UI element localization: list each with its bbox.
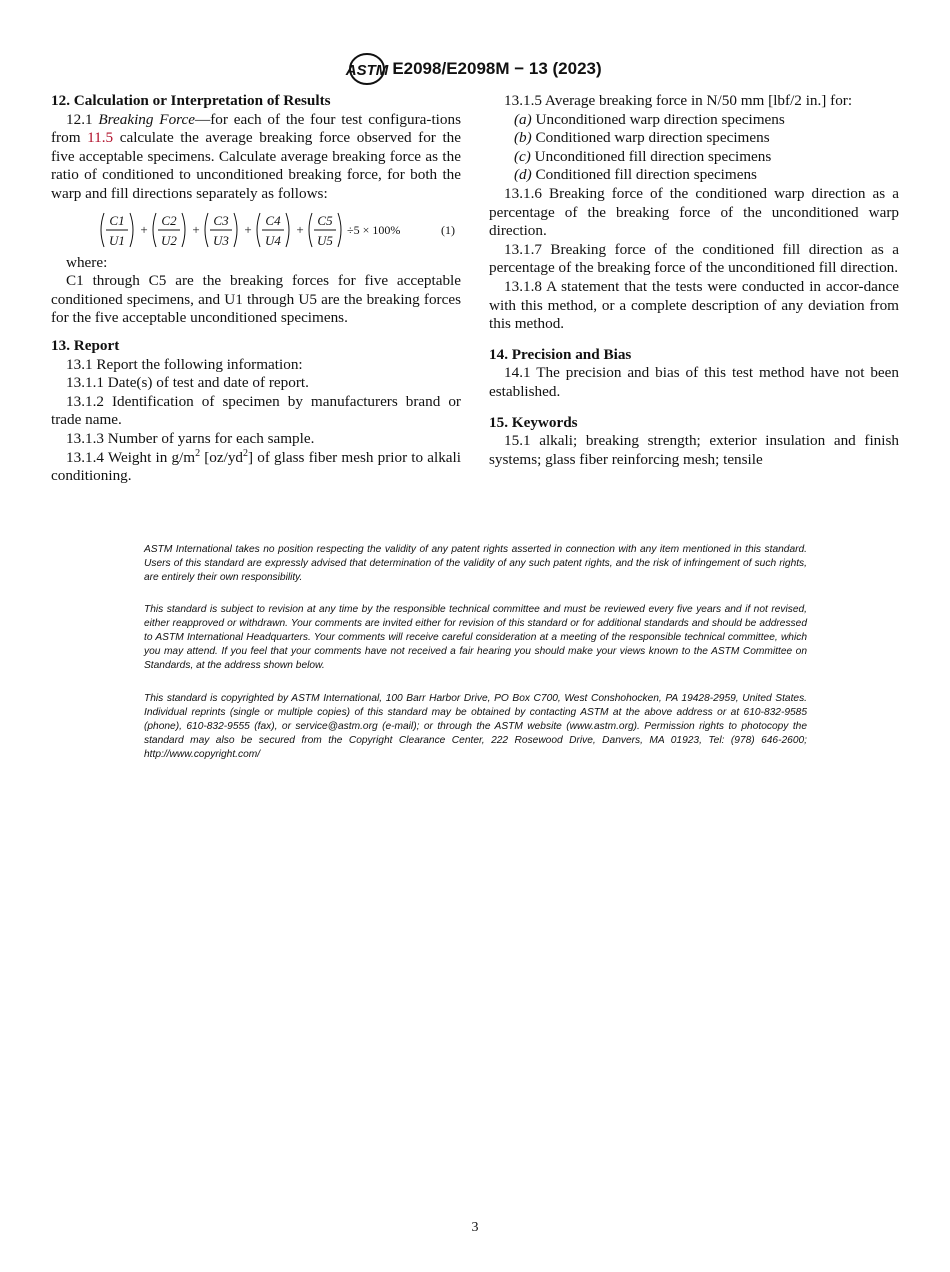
section-14-heading: 14. Precision and Bias bbox=[489, 345, 632, 363]
item-label: (a) bbox=[514, 110, 532, 128]
term-breaking-force: Breaking Force bbox=[98, 110, 196, 128]
paragraph-12-1 bbox=[51, 111, 461, 204]
plus-sign: + bbox=[192, 221, 200, 237]
document-designation: E2098/E2098M − 13 (2023) bbox=[392, 59, 602, 78]
paragraph-13-1-6: 13.1.6 Breaking force of the conditioned warp direction as a percentage of the breaking force of the unconditioned warp direction. bbox=[489, 184, 899, 240]
paren-left bbox=[257, 213, 260, 247]
item-text: Conditioned warp direction specimens bbox=[535, 129, 770, 147]
clause-text: 13.1.4 Weight in g/m bbox=[66, 448, 196, 466]
section-12-heading: 12. Calculation or Interpretation of Results bbox=[51, 92, 331, 109]
plus-sign: + bbox=[140, 221, 148, 237]
plus-sign: + bbox=[244, 221, 252, 237]
list-item bbox=[489, 111, 899, 130]
list-item bbox=[489, 148, 899, 167]
paren-left bbox=[205, 213, 208, 247]
fraction-numerator: C1 bbox=[109, 212, 125, 228]
svg-text:ASTM: ASTM bbox=[346, 62, 389, 79]
equation-1 bbox=[51, 208, 461, 250]
where-label: where: bbox=[66, 253, 108, 271]
fraction-numerator: C5 bbox=[317, 212, 333, 228]
copyright-notice: This standard is copyrighted by ASTM International, 100 Barr Harbor Drive, PO Box C700, West Conshohocken, PA 19428-2959, United States. Individual reprints (single or multiple copies) of this standard may be obtained by contacting ASTM at the above address or at 610-832-9585 (phone), 610-832-9555 (fax), or service@astm.org (e-mail); or through the ASTM website (www.astm.org). Permission rights to photocopy the standard may also be secured from the Copyright Clearance Center, 222 Rosewood Drive, Danvers, MA 01923, Tel: (978) 646-2600; http://www.copyright.com/ bbox=[144, 693, 807, 760]
paren-right bbox=[286, 213, 289, 247]
equation-graphic bbox=[51, 208, 461, 250]
paragraph-13-1-1: 13.1.1 Date(s) of test and date of report. bbox=[66, 374, 309, 392]
paragraph-13-1-3: 13.1.3 Number of yarns for each sample. bbox=[66, 429, 315, 447]
paragraph-13-1-8: 13.1.8 A statement that the tests were conducted in accor-dance with this method, or a complete description of any deviation from this method. bbox=[489, 277, 899, 333]
paren-right bbox=[338, 213, 341, 247]
paren-left bbox=[309, 213, 312, 247]
right-column bbox=[489, 92, 899, 469]
paren-right bbox=[130, 213, 133, 247]
item-text: Conditioned fill direction specimens bbox=[535, 166, 757, 184]
revision-notice: This standard is subject to revision at any time by the responsible technical committee and must be reviewed every five years and if not revised, either reapproved or withdrawn. Your comments are invited either for revision of this standard or for additional standards and should be addressed to ASTM International Headquarters. Your comments will receive careful consideration at a meeting of the responsible technical committee, which you may attend. If you feel that your comments have not received a fair hearing you should make your views known to the ASTM Committee on Standards, at the address shown below. bbox=[144, 604, 807, 671]
fraction-denominator: U2 bbox=[161, 232, 177, 248]
fraction-denominator: U3 bbox=[213, 232, 229, 248]
section-link-11-5[interactable]: 11.5 bbox=[87, 129, 114, 147]
fraction-numerator: C3 bbox=[213, 212, 229, 228]
plus-sign: + bbox=[296, 221, 304, 237]
paragraph-13-1-2: 13.1.2 Identification of specimen by manufacturers brand or trade name. bbox=[51, 392, 461, 429]
item-label: (d) bbox=[514, 166, 532, 184]
fraction-denominator: U4 bbox=[265, 232, 281, 248]
page-number: 3 bbox=[471, 1220, 479, 1235]
equation-number: (1) bbox=[441, 222, 455, 237]
item-text: Unconditioned warp direction specimens bbox=[535, 110, 785, 128]
astm-logo-icon bbox=[346, 52, 389, 86]
item-label: (c) bbox=[514, 147, 531, 165]
paren-left bbox=[153, 213, 156, 247]
paren-right bbox=[182, 213, 185, 247]
equation-tail: ÷5 × 100% bbox=[347, 222, 401, 237]
page-header bbox=[0, 52, 950, 86]
superscript: 2 bbox=[195, 447, 201, 459]
section-13-heading: 13. Report bbox=[51, 336, 120, 354]
paragraph-13-1: 13.1 Report the following information: bbox=[66, 355, 303, 373]
list-item bbox=[489, 166, 899, 185]
paren-left bbox=[101, 213, 104, 247]
item-label: (b) bbox=[514, 129, 532, 147]
paragraph-15-1: 15.1 alkali; breaking strength; exterior insulation and finish systems; glass fiber reinforcing mesh; tensile bbox=[489, 432, 899, 468]
section-15-heading: 15. Keywords bbox=[489, 413, 578, 431]
fraction-denominator: U5 bbox=[317, 232, 333, 248]
paragraph-13-1-7: 13.1.7 Breaking force of the conditioned fill direction as a percentage of the breaking force of the unconditioned fill direction. bbox=[489, 240, 899, 277]
fraction-numerator: C4 bbox=[265, 212, 281, 228]
clause-text: —for each of the four test configura-tions from bbox=[51, 110, 461, 147]
fraction-numerator: C2 bbox=[161, 212, 177, 228]
item-text: Unconditioned fill direction specimens bbox=[534, 147, 772, 165]
paren-right bbox=[234, 213, 237, 247]
clause-text: [oz/yd bbox=[200, 448, 244, 466]
clause-text: calculate the average breaking force observed for the five acceptable specimens. Calculate average breaking force as the ratio of conditioned to unconditioned breaking force, for both the warp and fill directions separately as follows: bbox=[51, 129, 461, 202]
paragraph-13-1-5: 13.1.5 Average breaking force in N/50 mm [lbf/2 in.] for: bbox=[504, 92, 853, 109]
clause-number: 12.1 bbox=[66, 110, 93, 128]
superscript: 2 bbox=[243, 447, 249, 459]
paragraph-13-1-4 bbox=[51, 449, 461, 486]
fraction-denominator: U1 bbox=[109, 232, 125, 248]
left-column bbox=[51, 92, 461, 486]
where-definition: C1 through C5 are the breaking forces for five acceptable conditioned specimens, and U1 through U5 are the breaking forces for the five acceptable unconditioned specimens. bbox=[51, 272, 461, 327]
clause-text: ] of glass fiber mesh prior to alkali conditioning. bbox=[51, 448, 461, 485]
list-item bbox=[489, 129, 899, 148]
paragraph-14-1: 14.1 The precision and bias of this test method have not been established. bbox=[489, 364, 899, 400]
patent-notice: ASTM International takes no position respecting the validity of any patent rights asserted in connection with any item mentioned in this standard. Users of this standard are expressly advised that determination of the validity of any such patent rights, and the risk of infringement of such rights, are entirely their own responsibility. bbox=[144, 544, 807, 583]
